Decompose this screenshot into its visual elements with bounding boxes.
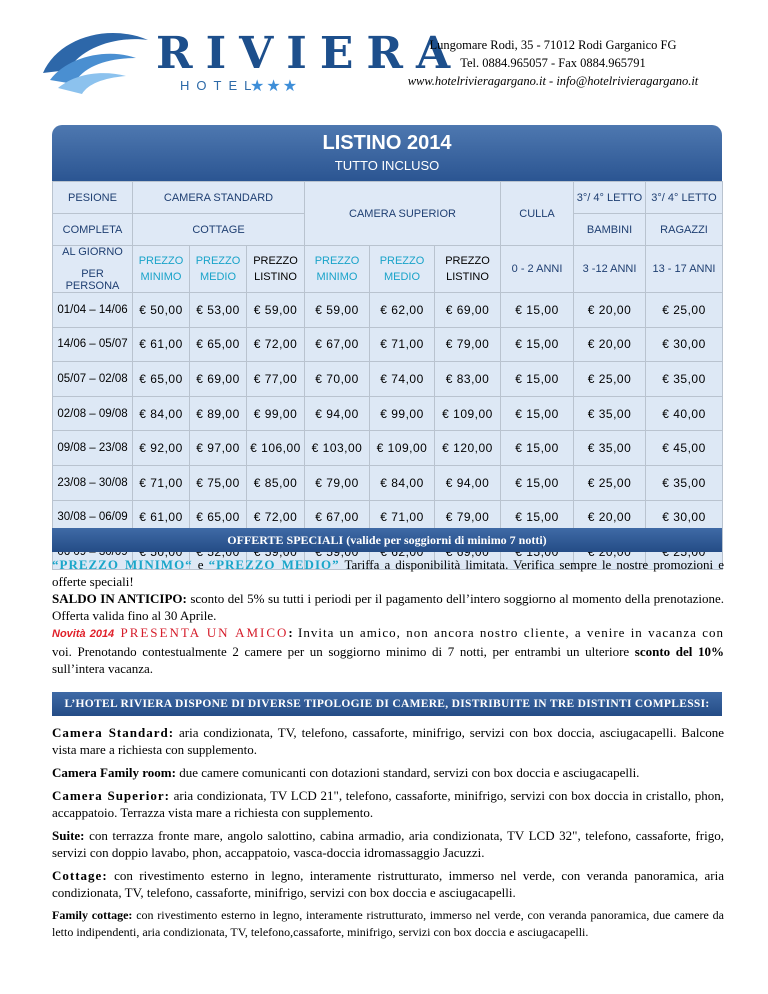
price-cell: € 94,00 bbox=[305, 396, 370, 431]
period-cell: 14/06 – 05/07 bbox=[53, 327, 133, 362]
price-cell: € 61,00 bbox=[133, 500, 190, 535]
room-desc: due camere comunicanti con dotazioni standard, servizi con box doccia e asciugacapelli. bbox=[175, 765, 640, 780]
price-table bbox=[52, 181, 723, 570]
room-label: Camera Superior: bbox=[52, 788, 170, 803]
price-cell: € 35,00 bbox=[574, 396, 646, 431]
superior-header: CAMERA SUPERIOR bbox=[305, 182, 501, 246]
price-cell: € 72,00 bbox=[247, 500, 305, 535]
prezzo-text: Tariffa a disponibilità limitata. Verifica sempre le nostre promozioni e offerte speciali! bbox=[52, 557, 724, 589]
room-item bbox=[52, 907, 724, 941]
price-cell: € 79,00 bbox=[435, 327, 501, 362]
price-cell: € 71,00 bbox=[133, 465, 190, 500]
price-cell: € 83,00 bbox=[435, 362, 501, 397]
room-item bbox=[52, 724, 724, 758]
price-cell: € 71,00 bbox=[370, 500, 435, 535]
pension-label-3 bbox=[53, 246, 133, 293]
age-culla: 0 - 2 ANNI bbox=[501, 246, 574, 293]
offer-saldo bbox=[52, 590, 724, 624]
room-desc: aria condizionata, TV LCD 21", telefono, cassaforte, minifrigo, servizi con box doccia in cristallo, phon, accappatoio. Terrazza vista mare a richiesta con supplemento. bbox=[52, 788, 724, 820]
price-cell: € 59,00 bbox=[305, 293, 370, 328]
period-cell: 30/08 – 06/09 bbox=[53, 500, 133, 535]
price-cell: € 53,00 bbox=[190, 293, 247, 328]
offer-amico bbox=[52, 624, 724, 677]
offers-section bbox=[52, 556, 724, 677]
title-banner bbox=[52, 125, 722, 181]
price-cell: € 35,00 bbox=[646, 465, 723, 500]
price-cell: € 61,00 bbox=[133, 327, 190, 362]
price-cell: € 67,00 bbox=[305, 327, 370, 362]
std-list-header bbox=[247, 246, 305, 293]
table-header-row bbox=[53, 182, 723, 214]
price-cell: € 84,00 bbox=[133, 396, 190, 431]
price-cell: € 99,00 bbox=[247, 396, 305, 431]
amico-discount: sconto del 10% bbox=[634, 644, 725, 659]
price-cell: € 59,00 bbox=[247, 293, 305, 328]
culla-header: CULLA bbox=[501, 182, 574, 246]
price-cell: € 97,00 bbox=[190, 431, 247, 466]
price-cell: € 74,00 bbox=[370, 362, 435, 397]
medio-label: MEDIO bbox=[383, 271, 421, 283]
price-cell: € 65,00 bbox=[190, 500, 247, 535]
prezzo-label: PREZZO bbox=[253, 255, 298, 267]
price-cell: € 89,00 bbox=[190, 396, 247, 431]
room-label: Camera Standard: bbox=[52, 725, 175, 740]
website-link[interactable]: www.hotelrivieragargano.it - info@hotelrivieragargano.it bbox=[407, 74, 699, 88]
price-cell: € 69,00 bbox=[435, 293, 501, 328]
ragazzi-header: RAGAZZI bbox=[646, 214, 723, 246]
price-cell: € 25,00 bbox=[574, 362, 646, 397]
price-cell: € 99,00 bbox=[370, 396, 435, 431]
price-cell: € 30,00 bbox=[646, 327, 723, 362]
table-row bbox=[53, 327, 723, 362]
prezzo-label: PREZZO bbox=[314, 255, 360, 267]
offer-prezzo bbox=[52, 556, 724, 590]
price-cell: € 84,00 bbox=[370, 465, 435, 500]
and-word: e bbox=[192, 557, 209, 572]
room-desc: aria condizionata, TV, telefono, cassaforte, minifrigo, servizi con box doccia, asciugacapelli. Balcone vista mare a richiesta con supplemento. bbox=[52, 725, 725, 757]
price-cell: € 77,00 bbox=[247, 362, 305, 397]
std-min-header bbox=[133, 246, 190, 293]
price-cell: € 25,00 bbox=[646, 293, 723, 328]
pension-label-4: PER PERSONA bbox=[65, 268, 120, 292]
pension-label-3-text: AL GIORNO bbox=[62, 246, 123, 258]
price-cell: € 15,00 bbox=[501, 327, 574, 362]
age-bambini: 3 -12 ANNI bbox=[574, 246, 646, 293]
price-cell: € 103,00 bbox=[305, 431, 370, 466]
novita-label: Novità 2014 bbox=[52, 628, 115, 640]
room-item bbox=[52, 867, 724, 901]
price-cell: € 72,00 bbox=[247, 327, 305, 362]
rooms-section bbox=[52, 724, 724, 947]
table-header-row bbox=[53, 246, 723, 293]
rooms-bar: L’HOTEL RIVIERA DISPONE DI DIVERSE TIPOLOGIE DI CAMERE, DISTRIBUITE IN TRE DISTINTI COMPLESSI: bbox=[52, 692, 722, 716]
room-desc: con rivestimento esterno in legno, interamente ristrutturato, immerso nel verde, con veranda panoramica, aria condizionata, TV, telefono, cassaforte, minifrigo, servizi con box doccia e asciugacapelli. bbox=[52, 868, 724, 900]
cottage-header: COTTAGE bbox=[133, 214, 305, 246]
prezzo-label: PREZZO bbox=[138, 255, 184, 267]
period-cell: 23/08 – 30/08 bbox=[53, 465, 133, 500]
room-desc: con rivestimento esterno in legno, interamente ristrutturato, immerso nel verde, con veranda panoramica, due camere da letto indipendenti, aria condizionata, TV, telefono,cassaforte, minifrigo, servizi con box doccia e asciugacapelli. bbox=[52, 908, 724, 939]
hotel-word: HOTEL bbox=[180, 78, 259, 93]
medio-label: MEDIO bbox=[199, 271, 237, 283]
room-desc: con terrazza fronte mare, angolo salottino, cabina armadio, aria condizionata, TV LCD 32", telefono, cassaforte, frigo, servizi con doppio lavabo, phon, accappatoio, vasca-doccia idromassaggio Jacuzzi. bbox=[52, 828, 724, 860]
table-row bbox=[53, 293, 723, 328]
pension-label-1: PESIONE bbox=[53, 182, 133, 214]
price-cell: € 120,00 bbox=[435, 431, 501, 466]
bambini-header: BAMBINI bbox=[574, 214, 646, 246]
contact-info bbox=[388, 36, 718, 90]
price-cell: € 70,00 bbox=[305, 362, 370, 397]
hotel-logo bbox=[38, 18, 464, 108]
letto-bambini-header: 3°/ 4° LETTO bbox=[574, 182, 646, 214]
price-cell: € 15,00 bbox=[501, 500, 574, 535]
table-row bbox=[53, 431, 723, 466]
amico-text-3: sull’intera vacanza. bbox=[52, 661, 154, 676]
price-cell: € 67,00 bbox=[305, 500, 370, 535]
page-subtitle: TUTTO INCLUSO bbox=[334, 158, 440, 173]
room-item bbox=[52, 787, 724, 821]
price-cell: € 75,00 bbox=[190, 465, 247, 500]
standard-header: CAMERA STANDARD bbox=[133, 182, 305, 214]
saldo-text: sconto del 5% su tutti i periodi per il pagamento dell’intero soggiorno al momento della prenotazione. Offerta valida fino al 30 Aprile. bbox=[52, 591, 725, 623]
price-cell: € 20,00 bbox=[574, 293, 646, 328]
offers-bar: OFFERTE SPECIALI (valide per soggiorni di minimo 7 notti) bbox=[52, 528, 722, 552]
price-cell: € 92,00 bbox=[133, 431, 190, 466]
table-row bbox=[53, 465, 723, 500]
table-row bbox=[53, 362, 723, 397]
price-cell: € 94,00 bbox=[435, 465, 501, 500]
price-cell: € 35,00 bbox=[574, 431, 646, 466]
prezzo-medio-label: “PREZZO MEDIO” bbox=[208, 557, 340, 572]
price-cell: € 62,00 bbox=[370, 293, 435, 328]
prezzo-label: PREZZO bbox=[379, 255, 425, 267]
page-title: LISTINO 2014 bbox=[322, 132, 452, 154]
period-cell: 09/08 – 23/08 bbox=[53, 431, 133, 466]
price-cell: € 15,00 bbox=[501, 431, 574, 466]
room-label: Suite: bbox=[52, 828, 85, 843]
room-label: Camera Family room: bbox=[52, 765, 176, 780]
period-cell: 01/04 – 14/06 bbox=[53, 293, 133, 328]
std-med-header bbox=[190, 246, 247, 293]
price-cell: € 65,00 bbox=[190, 327, 247, 362]
minimo-label: MINIMO bbox=[140, 271, 182, 283]
amico-text-1: Invita un amico, non ancora nostro cliente, a venire in vacanza con bbox=[292, 625, 724, 640]
room-label: Cottage: bbox=[52, 868, 108, 883]
price-cell: € 15,00 bbox=[501, 396, 574, 431]
price-cell: € 69,00 bbox=[190, 362, 247, 397]
room-item bbox=[52, 764, 724, 781]
letto-ragazzi-header: 3°/ 4° LETTO bbox=[646, 182, 723, 214]
price-cell: € 50,00 bbox=[133, 293, 190, 328]
period-cell: 05/07 – 02/08 bbox=[53, 362, 133, 397]
wave-logo-icon bbox=[38, 18, 158, 108]
price-cell: € 30,00 bbox=[646, 500, 723, 535]
amico-colon: : bbox=[288, 625, 293, 640]
prezzo-label: PREZZO bbox=[445, 255, 490, 267]
amico-text-2: voi. Prenotando contestualmente 2 camere per un soggiorno minimo di 7 notti, per entrambi un ulteriore bbox=[52, 644, 635, 659]
price-cell: € 71,00 bbox=[370, 327, 435, 362]
price-cell: € 79,00 bbox=[305, 465, 370, 500]
price-cell: € 15,00 bbox=[501, 293, 574, 328]
pension-label-2: COMPLETA bbox=[53, 214, 133, 246]
minimo-label: MINIMO bbox=[316, 271, 358, 283]
prezzo-label: PREZZO bbox=[195, 255, 241, 267]
price-cell: € 106,00 bbox=[247, 431, 305, 466]
saldo-label: SALDO IN ANTICIPO: bbox=[52, 591, 187, 606]
brand-name: RIVIERA bbox=[156, 28, 464, 79]
price-cell: € 79,00 bbox=[435, 500, 501, 535]
price-cell: € 85,00 bbox=[247, 465, 305, 500]
price-cell: € 20,00 bbox=[574, 327, 646, 362]
period-cell: 02/08 – 09/08 bbox=[53, 396, 133, 431]
price-cell: € 65,00 bbox=[133, 362, 190, 397]
sup-med-header bbox=[370, 246, 435, 293]
address: Lungomare Rodi, 35 - 71012 Rodi Garganico FG bbox=[429, 38, 677, 52]
listino-label: LISTINO bbox=[446, 271, 489, 283]
price-cell: € 15,00 bbox=[501, 465, 574, 500]
star-rating-icon: ★★★ bbox=[250, 78, 300, 95]
age-ragazzi: 13 - 17 ANNI bbox=[646, 246, 723, 293]
room-item bbox=[52, 827, 724, 861]
price-cell: € 45,00 bbox=[646, 431, 723, 466]
price-cell: € 25,00 bbox=[574, 465, 646, 500]
amico-label: PRESENTA UN AMICO bbox=[114, 625, 289, 640]
sup-list-header bbox=[435, 246, 501, 293]
price-cell: € 109,00 bbox=[370, 431, 435, 466]
sup-min-header bbox=[305, 246, 370, 293]
table-row bbox=[53, 396, 723, 431]
price-cell: € 109,00 bbox=[435, 396, 501, 431]
listino-label: LISTINO bbox=[254, 271, 297, 283]
prezzo-minimo-label: “PREZZO MINIMO“ bbox=[52, 557, 193, 572]
price-cell: € 15,00 bbox=[501, 362, 574, 397]
price-cell: € 35,00 bbox=[646, 362, 723, 397]
room-label: Family cottage: bbox=[52, 908, 133, 922]
price-cell: € 40,00 bbox=[646, 396, 723, 431]
price-cell: € 20,00 bbox=[574, 500, 646, 535]
phone: Tel. 0884.965057 - Fax 0884.965791 bbox=[460, 56, 646, 70]
